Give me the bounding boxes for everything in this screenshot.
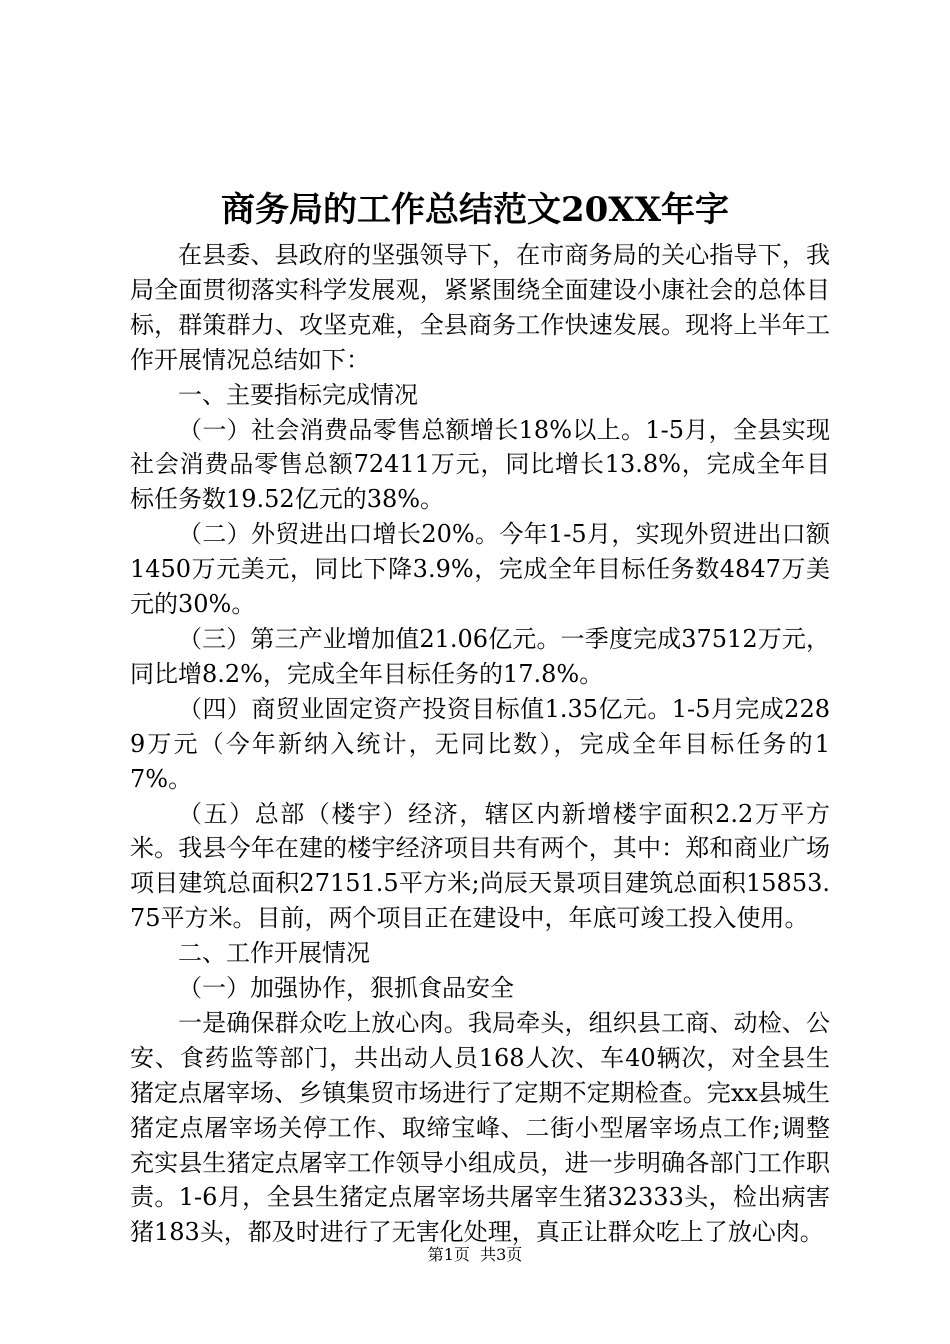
paragraph-indicator-1: （一）社会消费品零售总额增长18%以上。1-5月，全县实现社会消费品零售总额72411万元，同比增长13.8%，完成全年目标任务数19.52亿元的38%。: [130, 415, 830, 514]
paragraph-food-safety-1: 一是确保群众吃上放心肉。我局牵头，组织县工商、动检、公安、食药监等部门，共出动人员168人次、车40辆次，对全县生猪定点屠宰场、乡镇集贸市场进行了定期不定期检查。完xx县城生猪定点屠宰场关停工作、取缔宝峰、二街小型屠宰场点工作;调整充实县生猪定点屠宰工作领导小组成员，进一步明确各部门工作职责。1-6月，全县生猪定点屠宰场共屠宰生猪32333头，检出病害猪183头，都及时进行了无害化处理，真正让群众吃上了放心肉。: [130, 1008, 830, 1247]
paragraph-indicator-3: （三）第三产业增加值21.06亿元。一季度完成37512万元，同比增8.2%，完成全年目标任务的17.8%。: [130, 624, 830, 688]
page-footer: [0, 1244, 950, 1266]
section-heading-2: 二、工作开展情况: [178, 939, 370, 968]
paragraph-intro: 在县委、县政府的坚强领导下，在市商务局的关心指导下，我局全面贯彻落实科学发展观，紧紧围绕全面建设小康社会的总体目标，群策群力、攻坚克难，全县商务工作快速发展。现将上半年工作开展情况总结如下：: [130, 241, 830, 374]
page-number: 第1页: [427, 1245, 470, 1264]
paragraph-indicator-2: （二）外贸进出口增长20%。今年1-5月，实现外贸进出口额1450万元美元，同比下降3.9%，完成全年目标任务数4847万美元的30%。: [130, 520, 830, 619]
subsection-heading-food-safety: （一）加强协作，狠抓食品安全: [178, 974, 514, 1003]
document-title: 商务局的工作总结范文20XX年字: [220, 190, 730, 230]
paragraph-indicator-5: （五）总部（楼宇）经济，辖区内新增楼宇面积2.2万平方米。我县今年在建的楼宇经济项目共有两个，其中：郑和商业广场项目建筑总面积27151.5平方米;尚辰天景项目建筑总面积15853.75平方米。目前，两个项目正在建设中，年底可竣工投入使用。: [130, 799, 830, 933]
section-heading-1: 一、主要指标完成情况: [178, 380, 418, 409]
document-body: [130, 238, 830, 1250]
paragraph-indicator-4: （四）商贸业固定资产投资目标值1.35亿元。1-5月完成2289万元（今年新纳入统计，无同比数），完成全年目标任务的17%。: [130, 694, 830, 793]
page-total: 共3页: [480, 1245, 523, 1264]
